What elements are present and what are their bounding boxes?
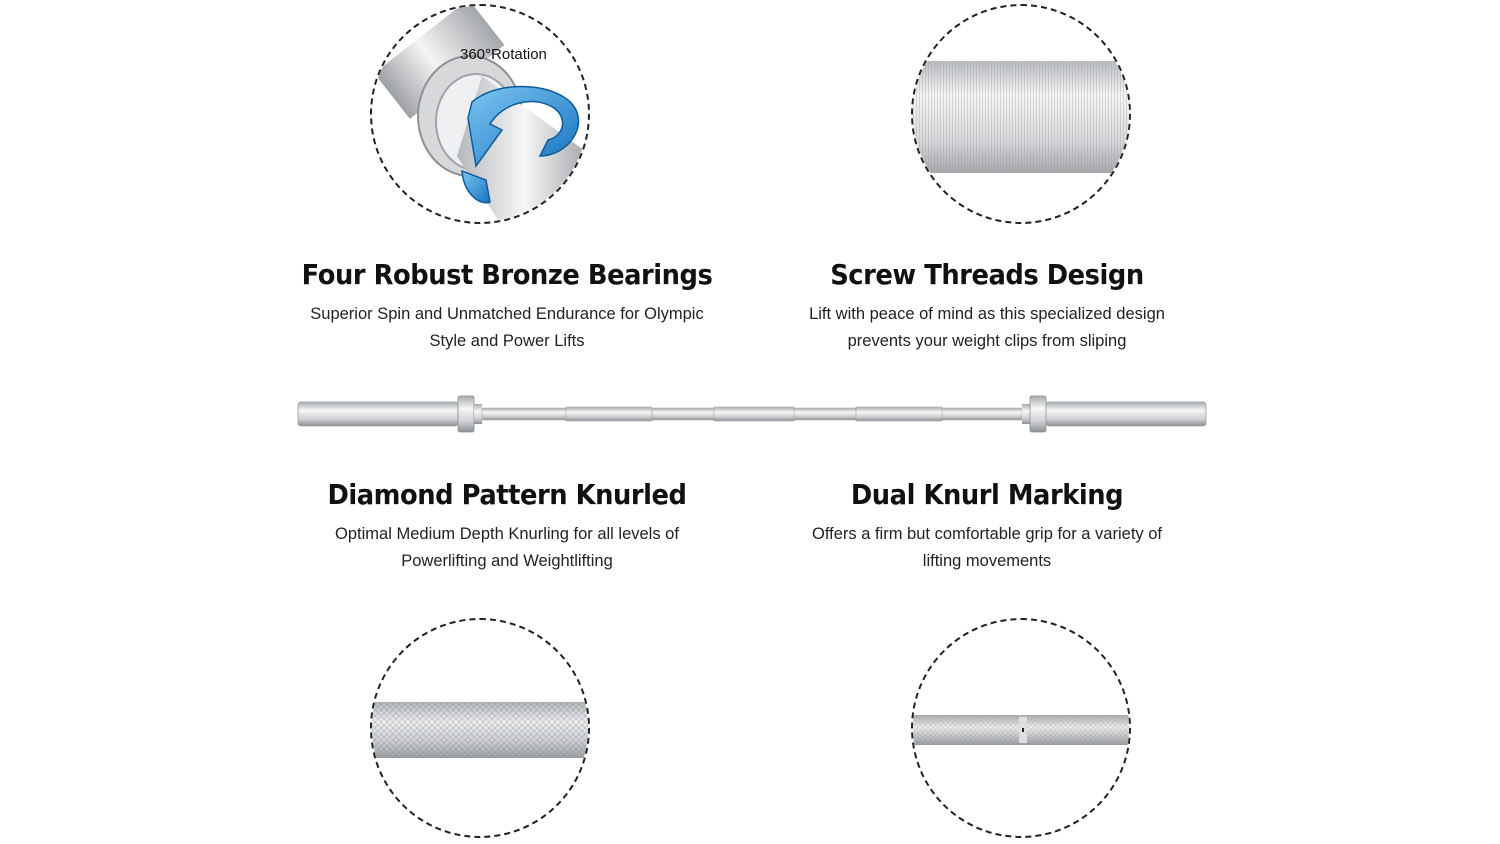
feature-description: Superior Spin and Unmatched Endurance for Olympic Style and Power Lifts xyxy=(310,305,704,350)
feature-title: Diamond Pattern Knurled xyxy=(327,478,687,511)
bearing-detail-image xyxy=(370,4,590,224)
threads-detail-image xyxy=(911,4,1131,224)
feature-bearings xyxy=(267,258,747,355)
feature-title: Four Robust Bronze Bearings xyxy=(301,258,713,291)
marking-detail-image xyxy=(911,618,1131,838)
feature-description: Optimal Medium Depth Knurling for all levels of Powerlifting and Weightlifting xyxy=(335,525,679,570)
feature-marking xyxy=(747,478,1227,575)
feature-title: Dual Knurl Marking xyxy=(850,478,1124,511)
feature-description: Offers a firm but comfortable grip for a variety of lifting movements xyxy=(812,525,1162,570)
feature-description: Lift with peace of mind as this specialized design prevents your weight clips from sliping xyxy=(809,305,1165,350)
rotation-label: 360°Rotation xyxy=(460,46,547,63)
feature-threads xyxy=(747,258,1227,355)
knurl-detail-image xyxy=(370,618,590,838)
feature-title: Screw Threads Design xyxy=(830,258,1144,291)
barbell-image xyxy=(296,390,1208,438)
feature-knurled xyxy=(267,478,747,575)
